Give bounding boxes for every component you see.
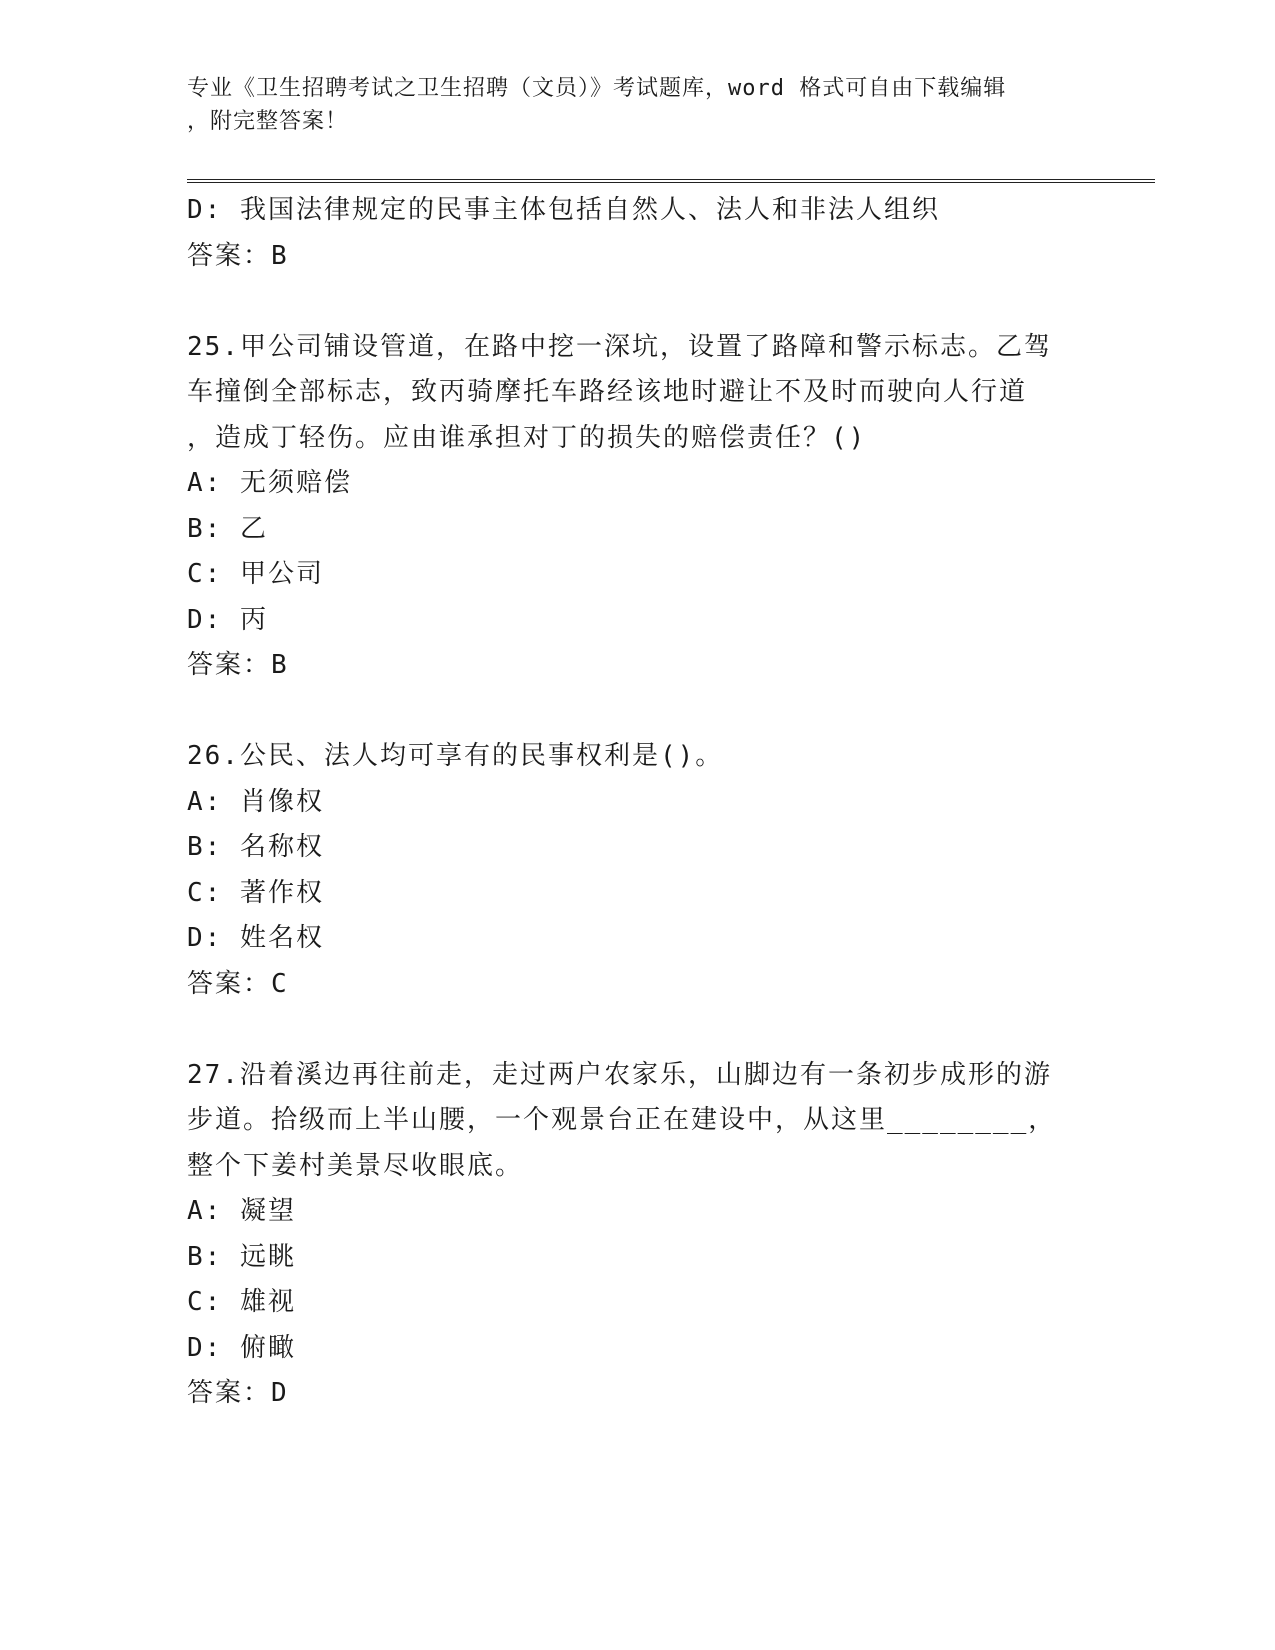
question-25-text-2: 车撞倒全部标志，致丙骑摩托车路经该地时避让不及时而驶向人行道 xyxy=(187,377,1028,407)
question-26-option-a: A: 肖像权 xyxy=(187,786,324,817)
question-25-text-1: 25.甲公司铺设管道，在路中挖一深坑，设置了路障和警示标志。乙驾 xyxy=(187,331,1052,362)
question-25 xyxy=(187,325,1087,689)
question-27-text-2: 步道。拾级而上半山腰，一个观景台正在建设中，从这里________， xyxy=(187,1105,1057,1135)
question-27-answer: 答案：D xyxy=(187,1378,289,1408)
question-25-answer: 答案：B xyxy=(187,650,289,680)
header-divider xyxy=(187,179,1155,183)
question-26 xyxy=(187,734,1087,1007)
question-25-option-c: C: 甲公司 xyxy=(187,559,324,589)
question-26-option-c: C: 著作权 xyxy=(187,877,324,908)
header-line-2: ，附完整答案！ xyxy=(187,109,349,134)
question-list xyxy=(187,188,1087,1417)
document-header xyxy=(187,72,1067,138)
question-27-option-d: D: 俯瞰 xyxy=(187,1332,296,1363)
header-line-1: 专业《卫生招聘考试之卫生招聘（文员）》考试题库，word 格式可自由下载编辑 xyxy=(187,76,1007,101)
question-25-option-a: A: 无须赔偿 xyxy=(187,468,352,498)
question-27-text-3: 整个下姜村美景尽收眼底。 xyxy=(187,1150,524,1181)
question-27-option-c: C: 雄视 xyxy=(187,1287,296,1317)
question-26-option-d: D: 姓名权 xyxy=(187,923,324,953)
question-25-option-d: D: 丙 xyxy=(187,604,268,635)
question-27-option-a: A: 凝望 xyxy=(187,1196,296,1226)
question-26-text-1: 26.公民、法人均可享有的民事权利是()。 xyxy=(187,741,724,771)
question-25-text-3: ，造成丁轻伤。应由谁承担对丁的损失的赔偿责任？() xyxy=(187,422,867,453)
question-27-option-b: B: 远眺 xyxy=(187,1241,296,1272)
question-27-text-1: 27.沿着溪边再往前走，走过两户农家乐，山脚边有一条初步成形的游 xyxy=(187,1059,1052,1090)
prev-answer: 答案：B xyxy=(187,240,289,271)
question-25-option-b: B: 乙 xyxy=(187,513,268,544)
question-26-answer: 答案：C xyxy=(187,968,289,999)
question-27 xyxy=(187,1053,1087,1417)
question-26-option-b: B: 名称权 xyxy=(187,832,324,862)
prev-option-d: D: 我国法律规定的民事主体包括自然人、法人和非法人组织 xyxy=(187,195,940,225)
